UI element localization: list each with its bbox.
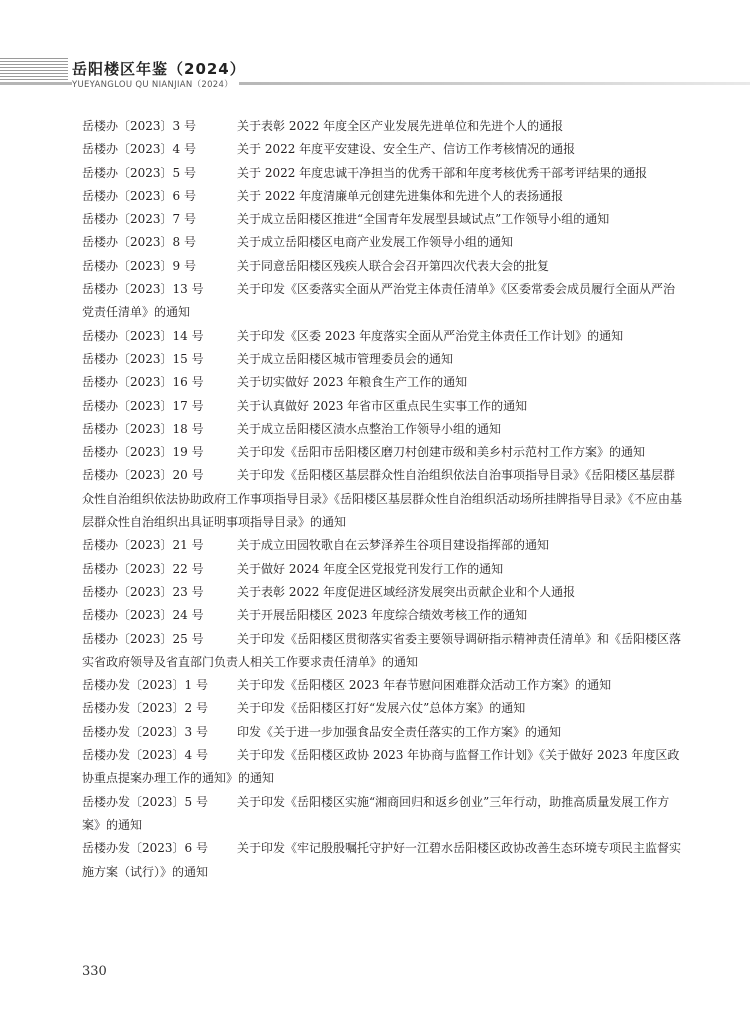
document-title: 关于同意岳阳楼区残疾人联合会召开第四次代表大会的批复 xyxy=(237,258,550,273)
document-entry xyxy=(82,744,682,791)
document-entry xyxy=(82,255,682,278)
document-title: 关于成立岳阳楼区推进“全国青年发展型县域试点”工作领导小组的通知 xyxy=(237,212,610,227)
document-entry xyxy=(82,208,682,231)
document-number: 岳楼办〔2023〕4 号 xyxy=(82,142,196,157)
document-title: 印发《关于进一步加强食品安全责任落实的工作方案》的通知 xyxy=(237,724,562,739)
document-entry xyxy=(82,115,682,138)
document-entry xyxy=(82,395,682,418)
document-list xyxy=(82,115,682,884)
document-entry xyxy=(82,791,682,838)
page-header xyxy=(0,0,750,100)
document-title: 关于印发《岳阳市岳阳楼区磨刀村创建市级和美乡村示范村工作方案》的通知 xyxy=(237,445,646,460)
document-title: 关于开展岳阳楼区 2023 年度综合绩效考核工作的通知 xyxy=(237,608,528,623)
document-number: 岳楼办〔2023〕7 号 xyxy=(82,212,196,227)
document-number: 岳楼办〔2023〕17 号 xyxy=(82,398,204,413)
document-number: 岳楼办〔2023〕3 号 xyxy=(82,119,196,133)
document-entry xyxy=(82,185,682,208)
document-entry xyxy=(82,558,682,581)
document-number: 岳楼办发〔2023〕3 号 xyxy=(82,724,208,739)
document-title: 关于认真做好 2023 年省市区重点民生实事工作的通知 xyxy=(237,398,528,413)
document-number: 岳楼办〔2023〕21 号 xyxy=(82,538,204,553)
yearbook-subtitle: YUEYANGLOU QU NIANJIAN（2024） xyxy=(72,78,239,90)
document-title: 关于印发《区委落实全面从严治党主体责任清单》《区委常委会成员履行全面从严治党责任清单》的通知 xyxy=(82,282,676,320)
document-title: 关于成立岳阳楼区渍水点整治工作领导小组的通知 xyxy=(237,421,502,436)
document-number: 岳楼办〔2023〕18 号 xyxy=(82,421,204,436)
document-entry xyxy=(82,674,682,697)
document-title: 关于成立田园牧歌自在云梦泽养生谷项目建设指挥部的通知 xyxy=(237,538,550,553)
document-number: 岳楼办发〔2023〕2 号 xyxy=(82,701,208,716)
document-entry xyxy=(82,325,682,348)
document-number: 岳楼办〔2023〕15 号 xyxy=(82,351,204,366)
document-number: 岳楼办发〔2023〕1 号 xyxy=(82,678,208,693)
document-entry xyxy=(82,371,682,394)
document-number: 岳楼办发〔2023〕6 号 xyxy=(82,841,208,856)
document-number: 岳楼办〔2023〕16 号 xyxy=(82,375,204,390)
document-title: 关于切实做好 2023 年粮食生产工作的通知 xyxy=(237,375,468,390)
header-decoration-stripes xyxy=(0,58,68,82)
document-title: 关于表彰 2022 年度全区产业发展先进单位和先进个人的通报 xyxy=(237,119,564,133)
document-entry xyxy=(82,721,682,744)
document-title: 关于印发《岳阳楼区 2023 年春节慰问困难群众活动工作方案》的通知 xyxy=(237,678,612,693)
document-number: 岳楼办〔2023〕19 号 xyxy=(82,445,204,460)
document-title: 关于 2022 年度清廉单元创建先进集体和先进个人的表扬通报 xyxy=(237,188,564,203)
document-number: 岳楼办〔2023〕9 号 xyxy=(82,258,196,273)
document-entry xyxy=(82,534,682,557)
document-entry xyxy=(82,138,682,161)
page-number: 330 xyxy=(82,964,107,979)
document-entry xyxy=(82,604,682,627)
document-title: 关于做好 2024 年度全区党报党刊发行工作的通知 xyxy=(237,561,504,576)
document-title: 关于 2022 年度忠诚干净担当的优秀干部和年度考核优秀干部考评结果的通报 xyxy=(237,165,648,180)
document-number: 岳楼办〔2023〕24 号 xyxy=(82,608,204,623)
document-title: 关于印发《岳阳楼区打好“发展六仗”总体方案》的通知 xyxy=(237,701,526,716)
document-title: 关于印发《岳阳楼区贯彻落实省委主要领导调研指示精神责任清单》和《岳阳楼区落实省政府领导及省直部门负责人相关工作要求责任清单》的通知 xyxy=(82,631,682,669)
document-entry xyxy=(82,231,682,254)
document-title: 关于印发《岳阳楼区政协 2023 年协商与监督工作计划》《关于做好 2023 年度区政协重点提案办理工作的通知》的通知 xyxy=(82,748,680,786)
document-entry xyxy=(82,464,682,534)
document-title: 关于 2022 年度平安建设、安全生产、信访工作考核情况的通报 xyxy=(237,142,576,157)
document-title: 关于成立岳阳楼区电商产业发展工作领导小组的通知 xyxy=(237,235,514,250)
document-number: 岳楼办〔2023〕20 号 xyxy=(82,468,204,483)
document-number: 岳楼办〔2023〕13 号 xyxy=(82,282,204,297)
document-number: 岳楼办〔2023〕25 号 xyxy=(82,631,204,646)
document-number: 岳楼办〔2023〕22 号 xyxy=(82,561,204,576)
document-title: 关于印发《岳阳楼区实施“湘商回归和返乡创业”三年行动，助推高质量发展工作方案》的通知 xyxy=(82,794,670,832)
document-entry xyxy=(82,581,682,604)
document-title: 关于印发《牢记殷殷嘱托守护好一江碧水岳阳楼区政协改善生态环境专项民主监督实施方案（试行）》的通知 xyxy=(82,841,682,879)
document-entry xyxy=(82,418,682,441)
document-title: 关于成立岳阳楼区城市管理委员会的通知 xyxy=(237,351,454,366)
document-number: 岳楼办〔2023〕8 号 xyxy=(82,235,196,250)
document-number: 岳楼办〔2023〕23 号 xyxy=(82,584,204,599)
document-number: 岳楼办发〔2023〕5 号 xyxy=(82,794,208,809)
yearbook-title: 岳阳楼区年鉴（2024） xyxy=(72,60,246,78)
document-entry xyxy=(82,162,682,185)
document-entry xyxy=(82,348,682,371)
document-title: 关于表彰 2022 年度促进区域经济发展突出贡献企业和个人通报 xyxy=(237,584,576,599)
document-entry xyxy=(82,441,682,464)
document-entry xyxy=(82,837,682,884)
document-number: 岳楼办〔2023〕14 号 xyxy=(82,328,204,343)
document-number: 岳楼办〔2023〕5 号 xyxy=(82,165,196,180)
document-title: 关于印发《区委 2023 年度落实全面从严治党主体责任工作计划》的通知 xyxy=(237,328,624,343)
document-number: 岳楼办发〔2023〕4 号 xyxy=(82,748,208,763)
document-entry xyxy=(82,278,682,325)
document-title: 关于印发《岳阳楼区基层群众性自治组织依法自治事项指导目录》《岳阳楼区基层群众性自治组织依法协助政府工作事项指导目录》《岳阳楼区基层群众性自治组织活动场所挂牌指导目录》《不应由基层群众性自治组织出具证明事项指导目录》的通知 xyxy=(82,468,683,530)
document-entry xyxy=(82,697,682,720)
document-number: 岳楼办〔2023〕6 号 xyxy=(82,188,196,203)
document-entry xyxy=(82,628,682,675)
